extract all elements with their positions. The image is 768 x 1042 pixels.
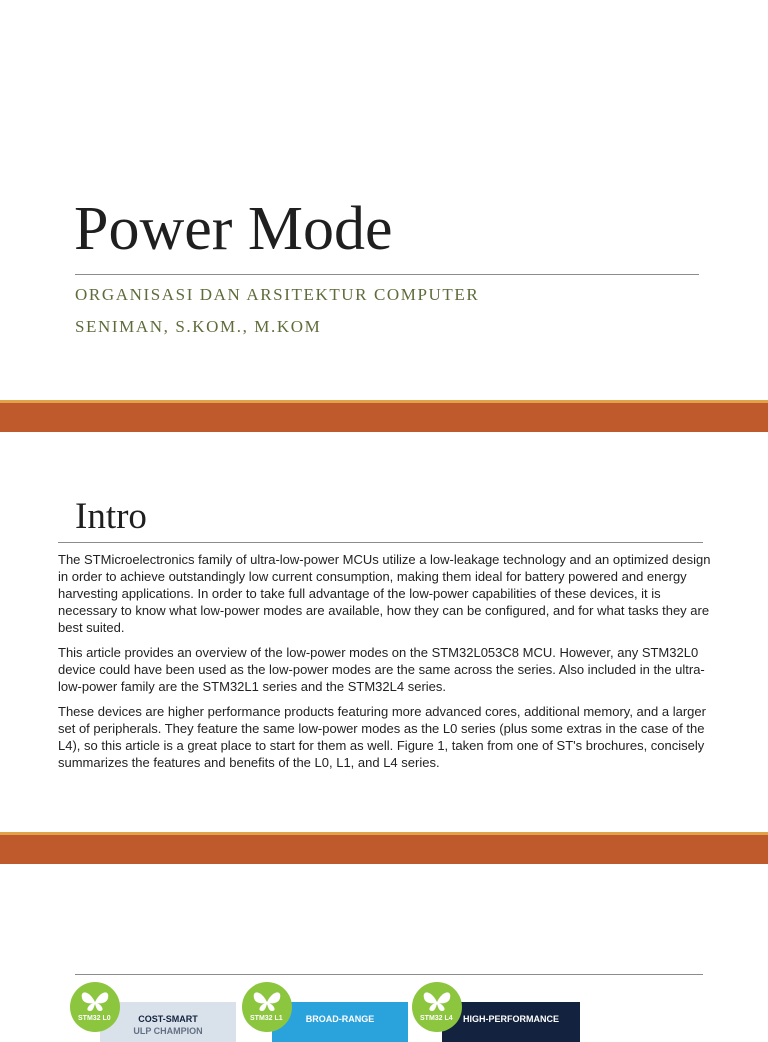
intro-slide (0, 432, 768, 832)
section-title: Intro (75, 496, 147, 537)
intro-paragraph: The STMicroelectronics family of ultra-low-power MCUs utilize a low-leakage technology and an optimized design in order to achieve outstandingly low current consumption, making them ideal for battery powered and energy harvesting applications. In order to take full advantage of the low-power capabilities of these devices, it is necessary to know what low-power modes are available, how they can be configured, and for what tasks they are best suited. (58, 552, 711, 635)
slide-title: Power Mode (74, 195, 393, 263)
title-divider (75, 274, 699, 275)
product-series: STM32 L0 (78, 1015, 111, 1022)
section-divider (58, 542, 703, 543)
product-label: HIGH-PERFORMANCE (463, 1014, 559, 1024)
figure-slide (0, 864, 768, 1036)
product-banner (272, 1002, 408, 1042)
product-banner (100, 1002, 236, 1042)
product-sublabel: ULP CHAMPION (133, 1026, 203, 1036)
slide-separator (0, 403, 768, 432)
product-label: COST-SMART (138, 1014, 198, 1024)
product-label: BROAD-RANGE (305, 1014, 375, 1024)
slide-separator (0, 835, 768, 864)
title-slide (0, 0, 768, 400)
product-series: STM32 L1 (250, 1015, 283, 1022)
product-series: STM32 L4 (420, 1015, 453, 1022)
slide-subtitle-author: SENIMAN, S.KOM., M.KOM (75, 317, 322, 336)
intro-body (58, 551, 714, 779)
butterfly-logo-icon (412, 982, 462, 1032)
figure-divider (75, 974, 703, 975)
butterfly-logo-icon (70, 982, 120, 1032)
intro-paragraph: These devices are higher performance products featuring more advanced cores, additional memory, and a larger set of peripherals. They feature the same low-power modes as the L0 series (plus some extras in the case of the L4), so this article is a great place to start for them as well. Figure 1, taken from one of ST's brochures, concisely summarizes the features and benefits of the L0, L1, and L4 series. (58, 704, 706, 770)
slide-subtitle-course: ORGANISASI DAN ARSITEKTUR COMPUTER (75, 285, 480, 304)
product-banner (442, 1002, 580, 1042)
intro-paragraph: This article provides an overview of the low-power modes on the STM32L053C8 MCU. However, any STM32L0 device could have been used as the low-power modes are the same across the series. Also included in the ultra-low-power family are the STM32L1 series and the STM32L4 series. (58, 645, 705, 694)
butterfly-logo-icon (242, 982, 292, 1032)
